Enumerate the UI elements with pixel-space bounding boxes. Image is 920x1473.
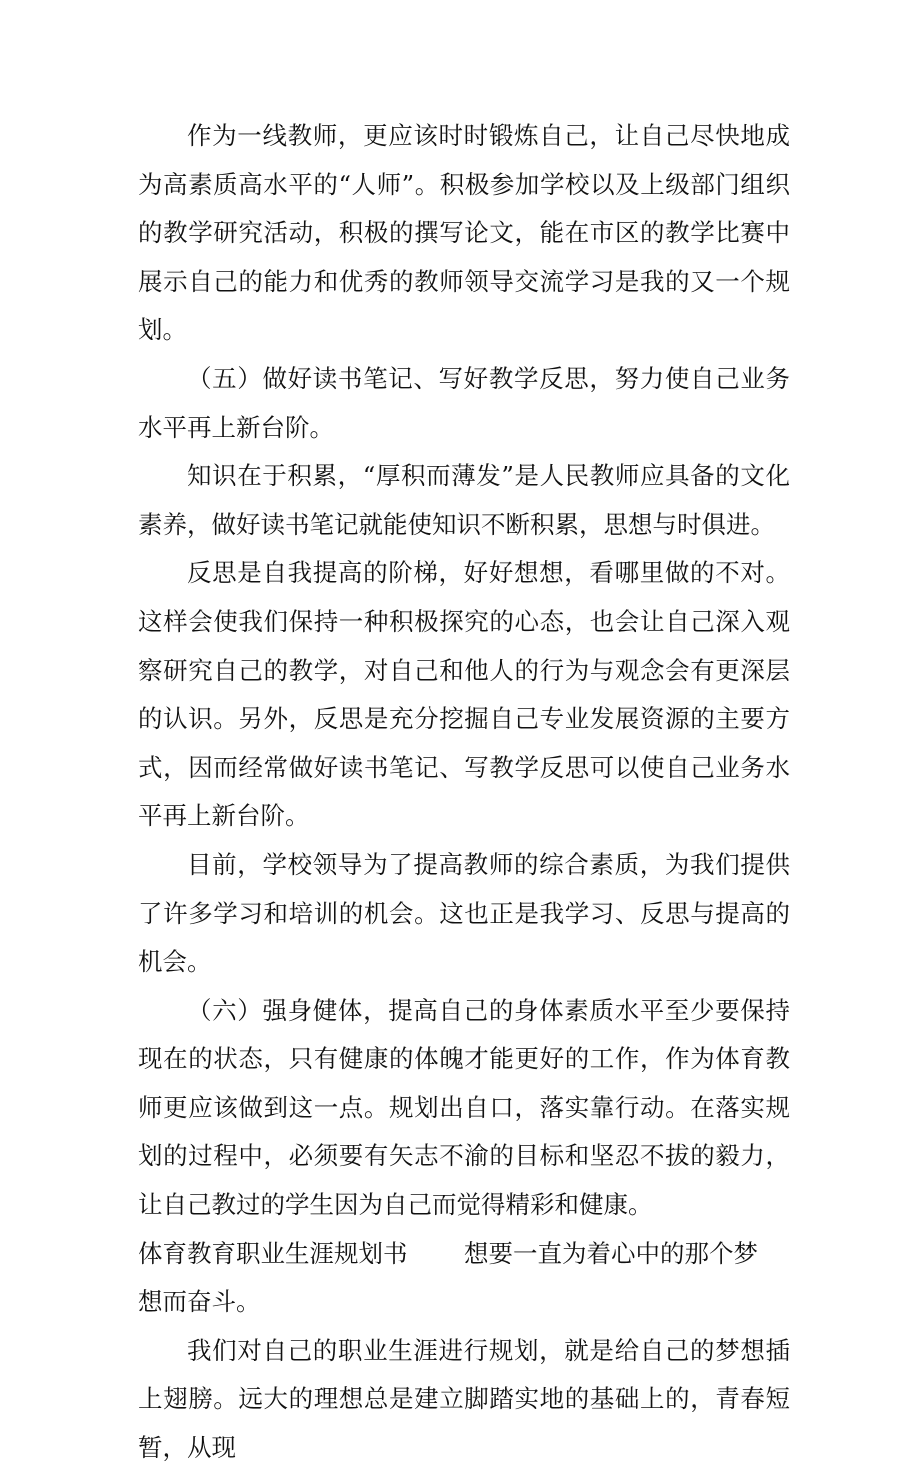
document-body (138, 112, 790, 1473)
paragraph-section-six-fitness: （六）强身健体，提高自己的身体素质水平至少要保持现在的状态，只有健康的体魄才能更好的工作，作为体育教师更应该做到这一点。规划出自口，落实靠行动。在落实规划的过程中，必须要有矢志不渝的目标和坚忍不拔的毅力，让自己教过的学生因为自己而觉得精彩和健康。 (138, 995, 790, 1220)
section-heading-end: 想而奋斗。 (138, 1287, 261, 1317)
paragraph-reflection: 反思是自我提高的阶梯，好好想想，看哪里做的不对。这样会使我们保持一种积极探究的心态，也会让自己深入观察研究自己的教学，对自己和他人的行为与观念会有更深层的认识。另外，反思是充分挖掘自己专业发展资源的主要方式，因而经常做好读书笔记、写教学反思可以使自己业务水平再上新台阶。 (138, 558, 790, 831)
paragraph-school-opportunities: 目前，学校领导为了提高教师的综合素质，为我们提供了许多学习和培训的机会。这也正是我学习、反思与提高的机会。 (138, 849, 790, 977)
paragraph-teacher-growth: 作为一线教师，更应该时时锻炼自己，让自己尽快地成为高素质高水平的“人师”。积极参加学校以及上级部门组织的教学研究活动，积极的撰写论文，能在市区的教学比赛中展示自己的能力和优秀的教师领导交流学习是我的又一个规划。 (138, 121, 790, 345)
section-heading-start: 想要一直为着心中的那个梦 (464, 1238, 758, 1268)
paragraph-career-planning: 我们对自己的职业生涯进行规划，就是给自己的梦想插上翅膀。远大的理想总是建立脚踏实地的基础上的，青春短暂，从现 (138, 1335, 790, 1463)
section-heading-line (138, 1230, 790, 1279)
paragraph-knowledge-accumulation: 知识在于积累，“厚积而薄发”是人民教师应具备的文化素养，做好读书笔记就能使知识不断积累，思想与时俱进。 (138, 461, 790, 539)
document-title: 体育教育职业生涯规划书 (138, 1238, 408, 1268)
paragraph-section-five-heading: （五）做好读书笔记、写好教学反思，努力使自己业务水平再上新台阶。 (138, 363, 790, 442)
